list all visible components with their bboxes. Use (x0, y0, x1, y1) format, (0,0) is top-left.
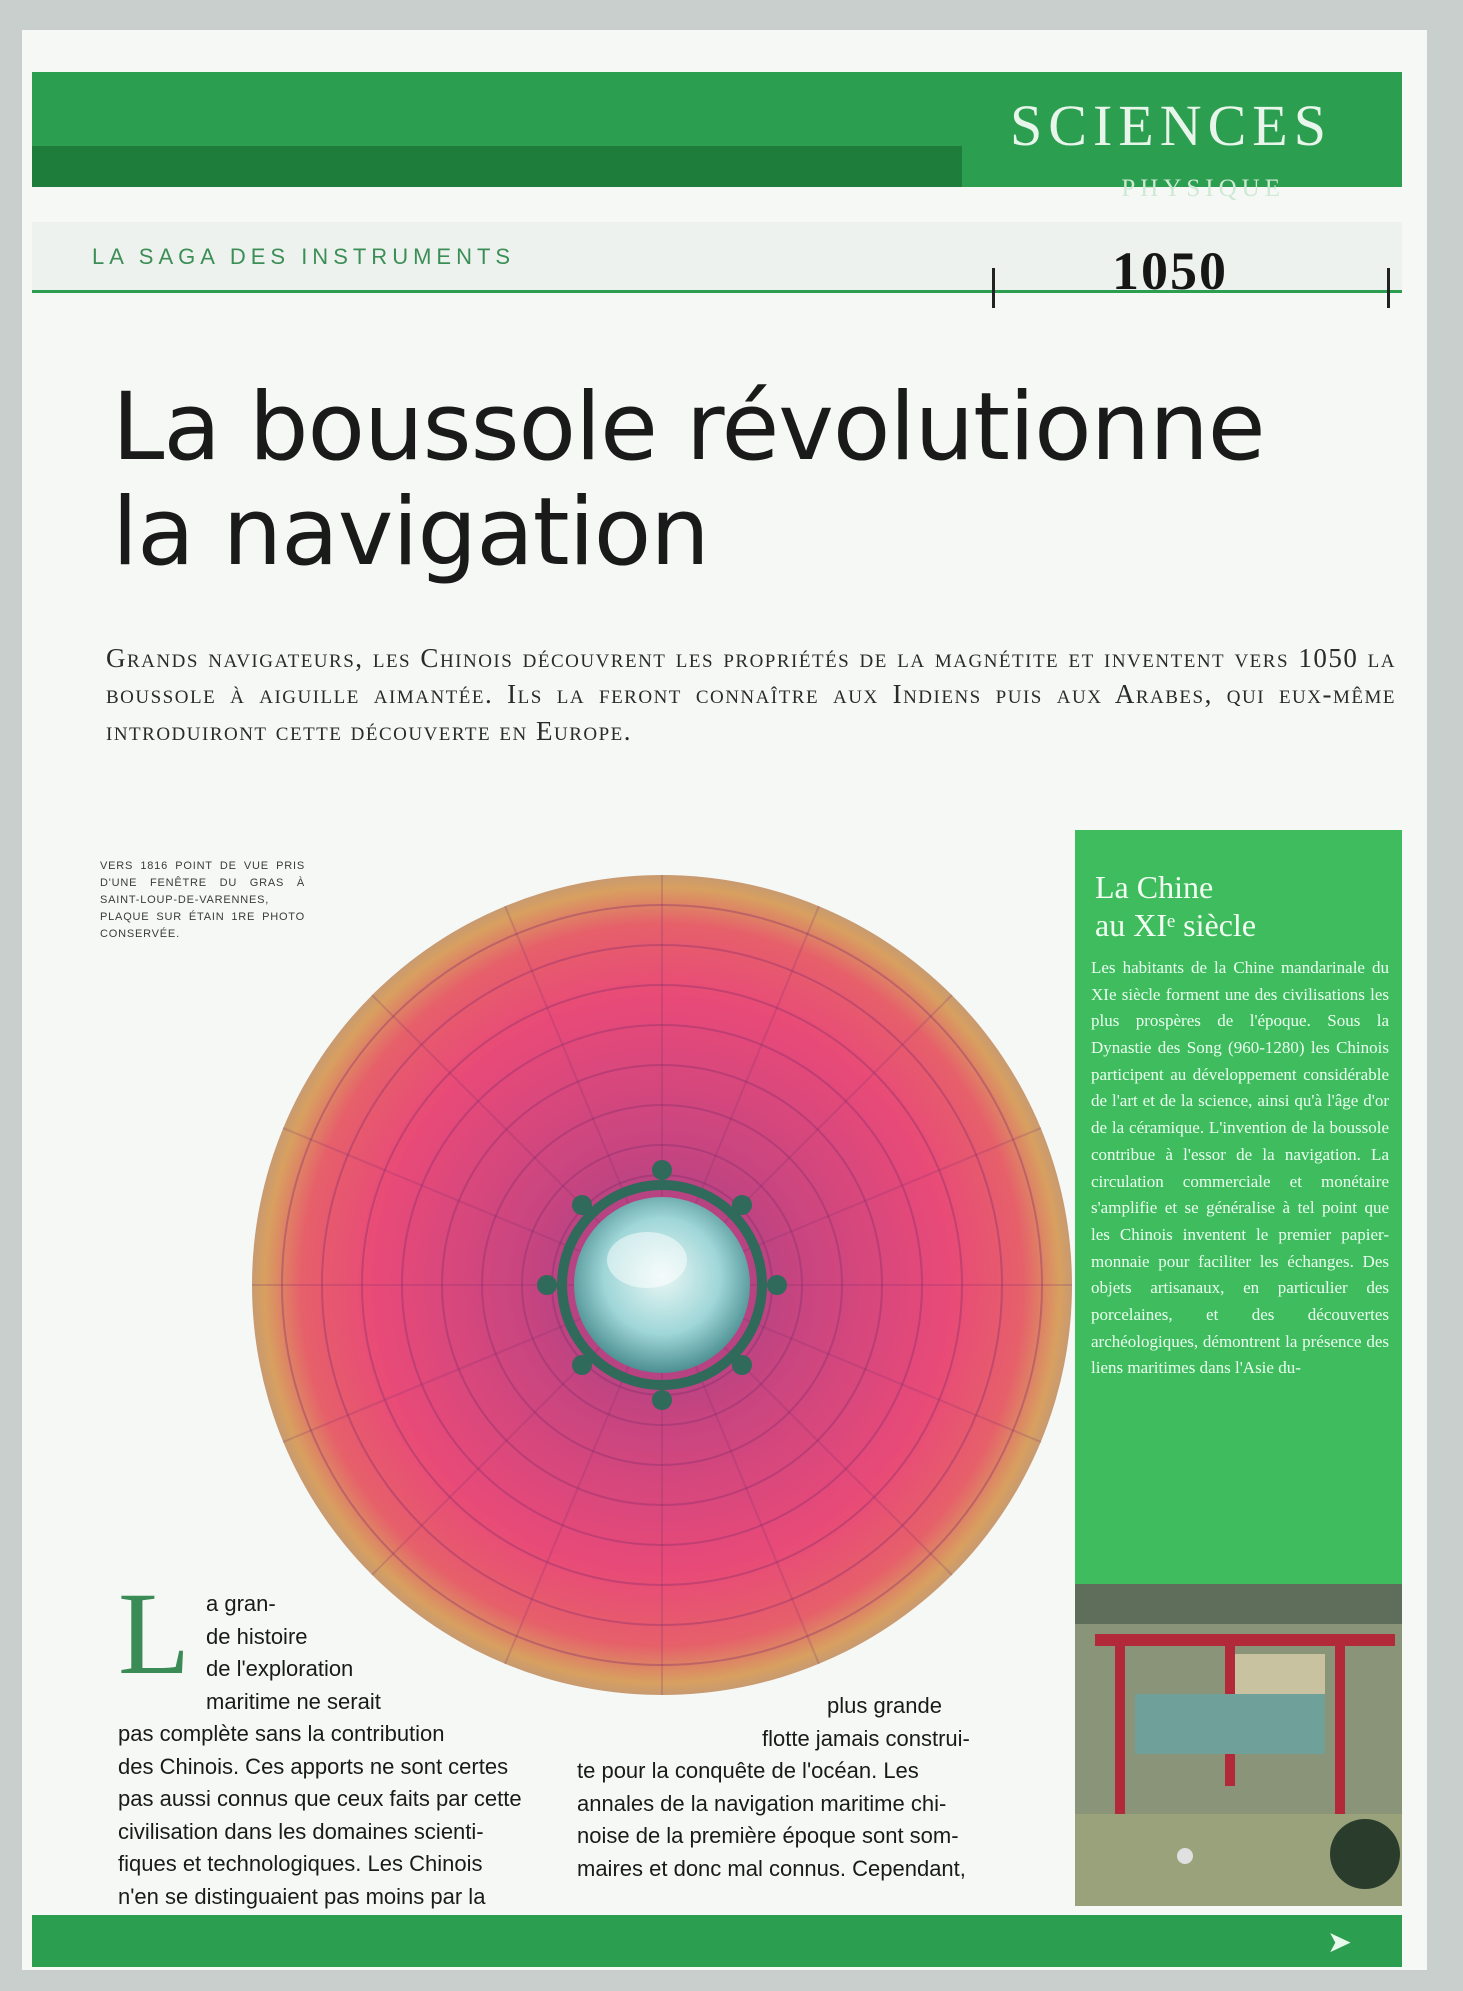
image-caption: VERS 1816 POINT DE VUE PRIS D'UNE FENÊTRE DU GRAS À SAINT-LOUP-DE-VARENNES, PLAQUE SUR ÉTAIN 1RE PHOTO CONSERVÉE. (100, 860, 305, 941)
divider-tick (992, 268, 995, 308)
next-page-arrow-icon[interactable]: ➤ (1326, 1925, 1352, 1960)
chinese-painting-image (1075, 1584, 1402, 1906)
body-line: maires et donc mal connus. Cependant, (577, 1855, 966, 1881)
body-column-left (118, 1588, 543, 1913)
year-label: 1050 (1112, 241, 1228, 301)
body-line: te pour la conquête de l'océan. Les (577, 1758, 919, 1784)
body-line: a gran- (206, 1591, 276, 1616)
body-line: noise de la première époque sont som- (577, 1823, 959, 1849)
chinese-compass-image (232, 865, 1092, 1705)
sidebar-box (1075, 830, 1402, 1584)
subsection-label: PHYSIQUE (1121, 175, 1285, 202)
article-title (112, 375, 1372, 586)
body-line: pas aussi connus que ceux faits par cette (118, 1786, 522, 1812)
body-line: civilisation dans les domaines scienti- (118, 1818, 484, 1844)
divider-tick (1387, 268, 1390, 308)
section-label: SCIENCES (1010, 93, 1332, 158)
body-line: flotte jamais construi- (762, 1725, 970, 1751)
body-line: de histoire (206, 1623, 308, 1649)
title-line-2: la navigation (112, 478, 709, 588)
sidebar-title-line-1: La Chine (1095, 869, 1214, 905)
sidebar-title (1095, 868, 1385, 945)
header-dark-strip (32, 146, 962, 187)
body-line: annales de la navigation maritime chi- (577, 1790, 947, 1816)
painting-illustration (1075, 1584, 1402, 1906)
body-line: pas complète sans la contribution (118, 1721, 445, 1747)
body-line: de l'exploration (206, 1656, 354, 1682)
body-line: fiques et technologiques. Les Chinois (118, 1851, 483, 1877)
drop-cap: L (118, 1568, 191, 1699)
body-line: maritime ne serait (206, 1688, 381, 1714)
body-column-middle (577, 1690, 1022, 1885)
magazine-page (22, 30, 1427, 1970)
footer-band (32, 1915, 1402, 1967)
body-line: n'en se distinguaient pas moins par la (118, 1883, 486, 1909)
title-line-1: La boussole révolutionne (112, 373, 1265, 482)
body-line: des Chinois. Ces apports ne sont certes (118, 1753, 509, 1779)
article-lead: Grands navigateurs, les Chinois découvrent les propriétés de la magnétite et inventent vers 1050 la boussole à aiguille aimantée. Ils la feront connaître aux Indiens puis aux Arabes, qui eux-même introduiront cette découverte en Europe. (106, 643, 1396, 746)
series-title: LA SAGA DES INSTRUMENTS (92, 244, 516, 269)
sidebar-title-line-2: au XIᵉ siècle (1095, 907, 1257, 944)
sidebar-text: Les habitants de la Chine mandarinale du XIe siècle forment une des civilisations les plus prospères de l'époque. Sous la Dynastie des Song (960-1280) les Chinois participent au développement considérable de l'art et de la science, ainsi qu'à l'âge d'or de la céramique. L'invention de la boussole contribue à l'essor de la navigation. La circulation commerciale et monétaire s'amplifie et se généralise à tel point que les Chinois inventent le premier papier-monnaie pour faciliter les échanges. Des objets artisanaux, en particulier des porcelaines, et des découvertes archéologiques, démontrent la présence des liens maritimes dans l'Asie du- (1091, 958, 1389, 1378)
body-line: plus grande (827, 1693, 942, 1718)
